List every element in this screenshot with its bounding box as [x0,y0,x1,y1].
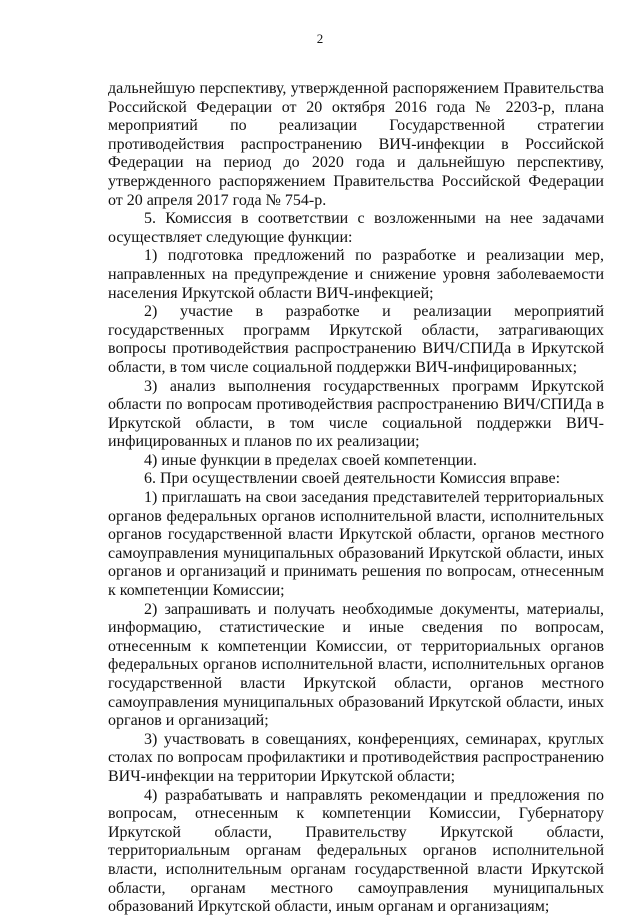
paragraph-item-5: 5. Комиссия в соответствии с возложенными на нее задачами осуществляет следующие функции: [108,210,604,246]
paragraph-function-4: 4) иные функции в пределах своей компетенции. [144,451,477,469]
page-number: 2 [316,31,324,46]
paragraph-function-1: 1) подготовка предложений по разработке и реализации мер, направленных на предупреждение и снижение уровня заболеваемости населения Иркутской области ВИЧ-инфекцией; [108,247,604,302]
document-body [108,80,604,917]
paragraph-function-2: 2) участие в разработке и реализации мероприятий государственных программ Иркутской области, затрагивающих вопросы противодействия распространению ВИЧ/СПИДа в Иркутской области, в том числе социальной поддержки ВИЧ-инфицированных; [108,303,604,376]
paragraph-function-3: 3) анализ выполнения государственных программ Иркутской области по вопросам противодействия распространению ВИЧ/СПИДа в Иркутской области, в том числе социальной поддержки ВИЧ-инфицированных и планов по их реализации; [108,377,604,451]
paragraph-right-2: 2) запрашивать и получать необходимые документы, материалы, информацию, статистические и иные сведения по вопросам, отнесенным к компетенции Комиссии, от территориальных органов федеральных органов исполнительной власти, исполнительных органов государственной власти Иркутской области, органов местного самоуправления муниципальных образований Иркутской области, иных органов и организаций; [108,600,604,730]
paragraph-continuation: дальнейшую перспективу, утвержденной распоряжением Правительства Российской Федерации от 20 октября 2016 года № 2203-р, плана мероприятий по реализации Государственной стратегии противодействия распространению ВИЧ-инфекции в Российской Федерации на период до 2020 года и дальнейшую перспективу, утвержденного распоряжением Правительства Российской Федерации от 20 апреля 2017 года № 754-р. [108,80,604,209]
paragraph-right-1: 1) приглашать на свои заседания представителей территориальных органов федеральных органов исполнительной власти, исполнительных органов государственной власти Иркутской области, органов местного самоуправления муниципальных образований Иркутской области, иных органов и организаций и принимать решения по вопросам, отнесенным к компетенции Комиссии; [108,489,604,600]
paragraph-item-6: 6. При осуществлении своей деятельности Комиссия вправе: [144,470,561,488]
paragraph-right-4: 4) разрабатывать и направлять рекомендации и предложения по вопросам, отнесенным к компетенции Комиссии, Губернатору Иркутской области, Правительству Иркутской области, территориальным органам федеральных органов исполнительной власти, исполнительным органам государственной власти Иркутской области, органам местного самоуправления муниципальных образований Иркутской области, иным органам и организациям; [108,786,604,916]
paragraph-right-3: 3) участвовать в совещаниях, конференциях, семинарах, круглых столах по вопросам профилактики и противодействия распространению ВИЧ-инфекции на территории Иркутской области; [108,730,604,785]
